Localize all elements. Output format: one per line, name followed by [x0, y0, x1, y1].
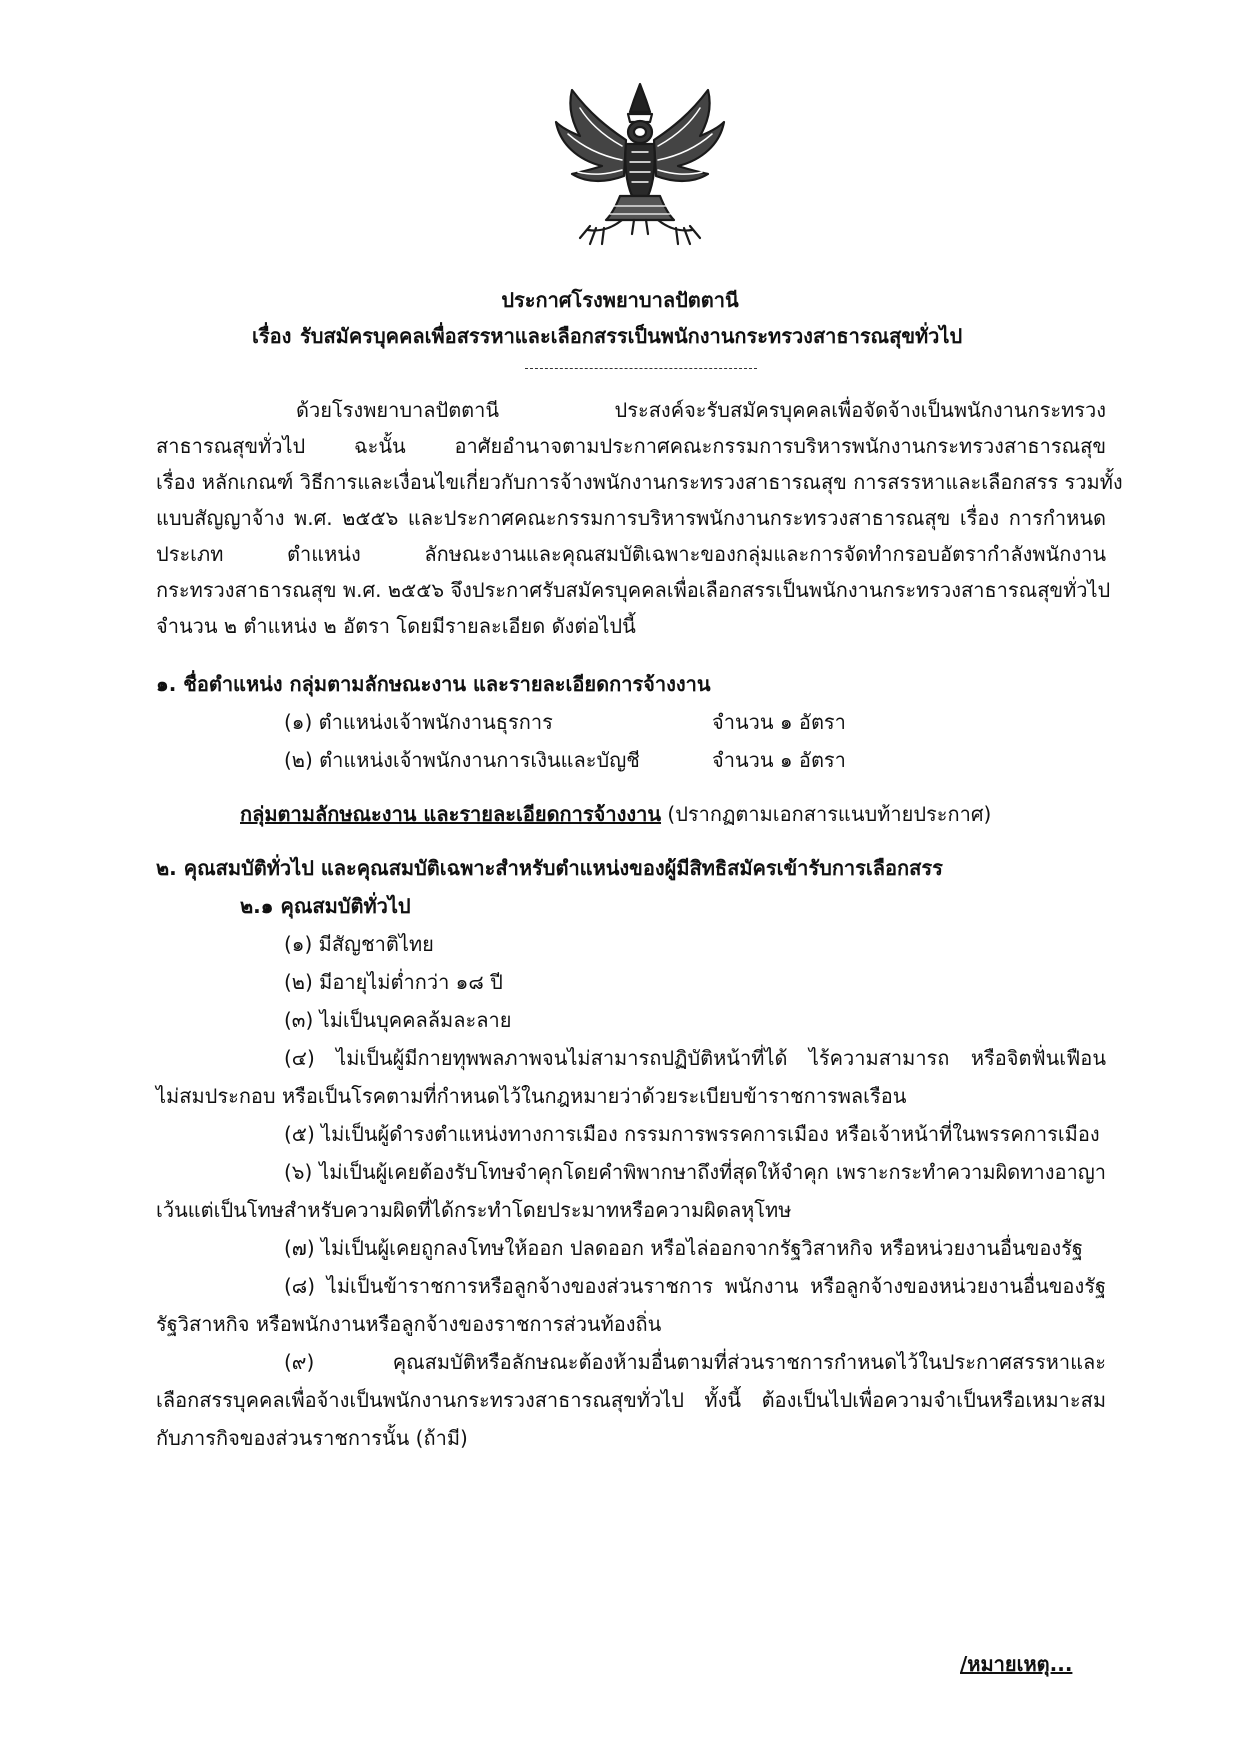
subject-label: เรื่อง: [252, 324, 292, 348]
intro-line-6: กระทรวงสาธารณสุข พ.ศ. ๒๕๕๖ จึงประกาศรับสมัครบุคคลเพื่อเลือกสรรเป็นพนักงานกระทรวงสาธารณสุขทั่วไป: [156, 578, 1111, 602]
intro-line-3: เรื่อง หลักเกณฑ์ วิธีการและเงื่อนไขเกี่ยวกับการจ้างพนักงานกระทรวงสาธารณสุข การสรรหาและเลือกสรร รวมทั้ง: [156, 470, 1123, 494]
announcement-title: ประกาศโรงพยาบาลปัตตานี: [501, 288, 739, 312]
position-2-count: จำนวน ๑ อัตรา: [712, 748, 846, 772]
qualification-4-line-1: (๔) ไม่เป็นผู้มีกายทุพพลภาพจนไม่สามารถปฏิบัติหน้าที่ได้ ไร้ความสามารถ หรือจิตฟั่นเฟือน: [284, 1046, 1106, 1070]
qualification-1: (๑) มีสัญชาติไทย: [284, 932, 434, 956]
intro-line-5: ประเภท ตำแหน่ง ลักษณะงานและคุณสมบัติเฉพาะของกลุ่มและการจัดทำกรอบอัตรากำลังพนักงาน: [156, 542, 1106, 566]
section1-note-underlined: กลุ่มตามลักษณะงาน และรายละเอียดการจ้างงาน: [240, 802, 662, 826]
qualification-5: (๕) ไม่เป็นผู้ดำรงตำแหน่งทางการเมือง กรรมการพรรคการเมือง หรือเจ้าหน้าที่ในพรรคการเมือง: [284, 1122, 1100, 1146]
intro-line-1: ด้วยโรงพยาบาลปัตตานี ประสงค์จะรับสมัครบุคคลเพื่อจัดจ้างเป็นพนักงานกระทรวง: [296, 398, 1106, 422]
qualification-8-line-2: รัฐวิสาหกิจ หรือพนักงานหรือลูกจ้างของราชการส่วนท้องถิ่น: [156, 1312, 662, 1336]
intro-line-4: แบบสัญญาจ้าง พ.ศ. ๒๕๕๖ และประกาศคณะกรรมการบริหารพนักงานกระทรวงสาธารณสุข เรื่อง การกำหนด: [156, 506, 1106, 530]
section2-heading: ๒. คุณสมบัติทั่วไป และคุณสมบัติเฉพาะสำหรับตำแหน่งของผู้มีสิทธิสมัครเข้ารับการเลือกสรร: [156, 856, 943, 880]
garuda-emblem: [550, 78, 730, 253]
intro-line-2: สาธารณสุขทั่วไป ฉะนั้น อาศัยอำนาจตามประกาศคณะกรรมการบริหารพนักงานกระทรวงสาธารณสุข: [156, 434, 1106, 458]
qualification-9-line-1: (๙) คุณสมบัติหรือลักษณะต้องห้ามอื่นตามที่ส่วนราชการกำหนดไว้ในประกาศสรรหาและ: [284, 1350, 1106, 1374]
position-2-name: (๒) ตำแหน่งเจ้าพนักงานการเงินและบัญชี: [284, 748, 640, 772]
separator-line: [525, 368, 757, 369]
qualification-7: (๗) ไม่เป็นผู้เคยถูกลงโทษให้ออก ปลดออก หรือไล่ออกจากรัฐวิสาหกิจ หรือหน่วยงานอื่นของรัฐ: [284, 1236, 1083, 1260]
qualification-8-line-1: (๘) ไม่เป็นข้าราชการหรือลูกจ้างของส่วนราชการ พนักงาน หรือลูกจ้างของหน่วยงานอื่นของรัฐ: [284, 1274, 1106, 1298]
qualification-3: (๓) ไม่เป็นบุคคลล้มละลาย: [284, 1008, 512, 1032]
section1-note: [240, 800, 991, 828]
section2-1-heading: ๒.๑ คุณสมบัติทั่วไป: [240, 894, 411, 918]
qualification-9-line-2: เลือกสรรบุคคลเพื่อจ้างเป็นพนักงานกระทรวงสาธารณสุขทั่วไป ทั้งนี้ ต้องเป็นไปเพื่อความจำเป็นหรือเหมาะสม: [156, 1388, 1106, 1412]
qualification-6-line-1: (๖) ไม่เป็นผู้เคยต้องรับโทษจำคุกโดยคำพิพากษาถึงที่สุดให้จำคุก เพราะกระทำความผิดทางอาญา: [284, 1160, 1106, 1184]
intro-line-7: จำนวน ๒ ตำแหน่ง ๒ อัตรา โดยมีรายละเอียด ดังต่อไปนี้: [156, 614, 636, 638]
section1-note-rest: (ปรากฏตามเอกสารแนบท้ายประกาศ): [661, 802, 992, 826]
continued-marker: /หมายเหตุ...: [960, 1652, 1073, 1676]
subject-text: รับสมัครบุคคลเพื่อสรรหาและเลือกสรรเป็นพนักงานกระทรวงสาธารณสุขทั่วไป: [300, 324, 963, 348]
position-1-name: (๑) ตำแหน่งเจ้าพนักงานธุรการ: [284, 710, 553, 734]
position-1-count: จำนวน ๑ อัตรา: [712, 710, 846, 734]
section1-heading: ๑. ชื่อตำแหน่ง กลุ่มตามลักษณะงาน และรายละเอียดการจ้างงาน: [156, 672, 711, 696]
qualification-9-line-3: กับภารกิจของส่วนราชการนั้น (ถ้ามี): [156, 1426, 468, 1450]
qualification-6-line-2: เว้นแต่เป็นโทษสำหรับความผิดที่ได้กระทำโดยประมาทหรือความผิดลหุโทษ: [156, 1198, 792, 1222]
qualification-4-line-2: ไม่สมประกอบ หรือเป็นโรคตามที่กำหนดไว้ในกฎหมายว่าด้วยระเบียบข้าราชการพลเรือน: [156, 1084, 907, 1108]
qualification-2: (๒) มีอายุไม่ต่ำกว่า ๑๘ ปี: [284, 970, 503, 994]
